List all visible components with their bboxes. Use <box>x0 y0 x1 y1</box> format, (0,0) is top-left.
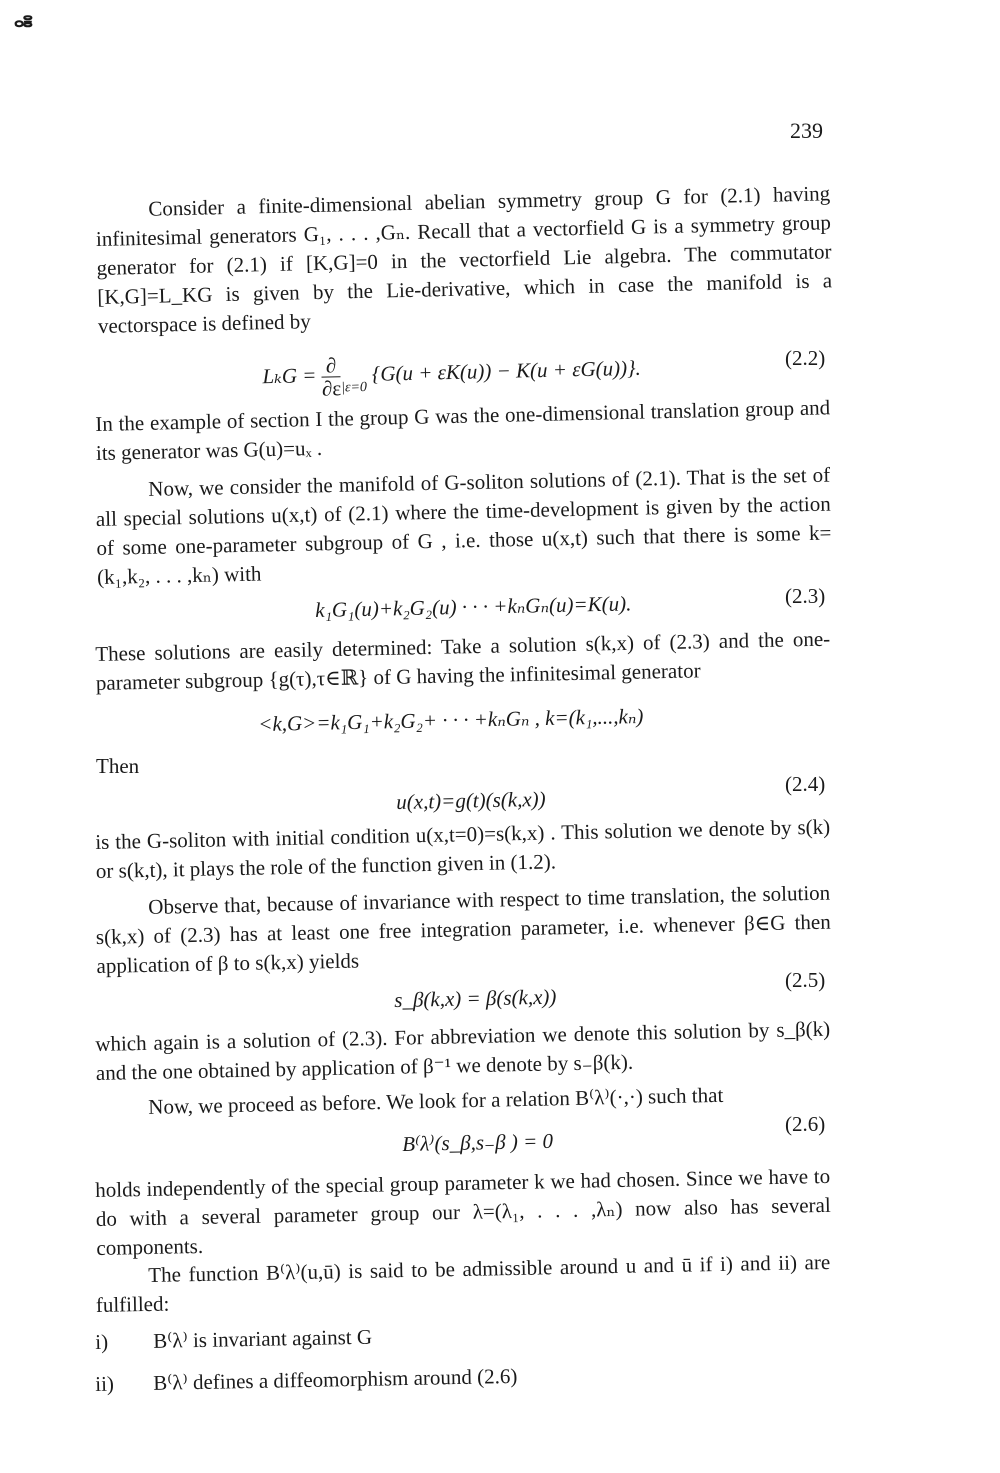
paragraph-10-text: The function B⁽λ⁾(u,ū) is said to be admissible around u and ū if i) and ii) are fulfilled: <box>95 1249 831 1317</box>
paragraph-1-text: Consider a finite-dimensional abelian symmetry group G for (2.1) having infinitesimal generators G₁, . . . ,Gₙ. Recall that a vectorfield G is a symmetry group generator for (2.1) if [K,G]=0 in the vectorfield Lie algebra. The commutator [K,G]=L_KG is given by the Lie-derivative, which in case the manifold is a vectorspace is defined by <box>95 181 833 338</box>
paragraph-6 <box>95 879 832 981</box>
condition-item-2-text: B⁽λ⁾ defines a diffeomorphism around (2.6) <box>152 1363 518 1395</box>
equation-2-2 <box>262 347 641 401</box>
paragraph-8-text: Now, we proceed as before. We look for a relation B⁽λ⁾(·,·) such that <box>148 1082 724 1119</box>
condition-item-2-label: ii) <box>95 1371 115 1396</box>
paragraph-1 <box>95 179 833 341</box>
scan-corner-mark: ⴰⴻ <box>14 14 32 31</box>
paragraph-3-text: Now, we consider the manifold of G-soliton solutions of (2.1). That is the set of all special solutions u(x,t) of (2.1) where the time-development is given by the action of some one-parameter subgroup of G , i.e. those u(x,t) such that there is some k=(k₁,k₂, . . . ,kₙ) with <box>95 462 832 589</box>
paragraph-4-text: These solutions are easily determined: Take a solution s(k,x) of (2.3) and the one-parameter subgroup {g(τ),τ∈ℝ} of G having the infinitesimal generator <box>95 626 831 695</box>
eq22-evaluation: |ε=0 <box>340 379 368 396</box>
eq22-lhs: LₖG = <box>262 363 317 389</box>
eq22-numerator: ∂ <box>321 354 341 377</box>
equation-2-6: B⁽λ⁾(s_β,s₋β ) = 0 <box>402 1128 554 1156</box>
equation-number-2-4: (2.4) <box>785 772 826 796</box>
equation-2-4: u(x,t)=g(t)(s(k,x)) <box>396 786 546 814</box>
condition-item-1 <box>95 1325 372 1355</box>
paragraph-2 <box>95 393 831 468</box>
eq22-rhs: {G(u + εK(u)) − K(u + εG(u))}. <box>371 355 641 386</box>
eq22-derivative <box>321 354 341 399</box>
equation-number-2-3: (2.3) <box>785 584 826 608</box>
eq22-denominator: ∂ε <box>321 376 342 401</box>
paragraph-4 <box>95 625 831 698</box>
then-label: Then <box>96 754 140 778</box>
paragraph-9-text: holds independently of the special group parameter k we had chosen. Since we have to do with a several parameter group our λ=(λ₁, . . . ,λₙ) now also has several components. <box>95 1163 831 1260</box>
page-number: 239 <box>790 118 823 143</box>
equation-number-2-5: (2.5) <box>785 968 826 992</box>
paragraph-5-text: is the G-soliton with initial condition u(x,t=0)=s(k,x) . This solution we denote by s(k) or s(k,t), it plays the role of the function given in (1.2). <box>95 814 831 883</box>
equation-2-3: k₁G₁(u)+k₂G₂(u) · · · +kₙGₙ(u)=K(u). <box>315 591 632 622</box>
condition-item-1-label: i) <box>95 1329 109 1354</box>
equation-number-2-6: (2.6) <box>785 1112 826 1136</box>
equation-2-5: s_β(k,x) = β(s(k,x)) <box>394 984 557 1012</box>
equation-number-2-2: (2.2) <box>785 346 826 370</box>
paragraph-3 <box>95 461 832 592</box>
paragraph-2-text: In the example of section I the group G was the one-dimensional translation group and its generator was G(u)=uₓ . <box>95 395 831 465</box>
paragraph-7 <box>95 1015 831 1088</box>
paragraph-7-text: which again is a solution of (2.3). For abbreviation we denote this solution by s_β(k) and the one obtained by application of β⁻¹ we denote by s₋β(k). <box>95 1016 831 1085</box>
condition-item-1-text: B⁽λ⁾ is invariant against G <box>152 1324 373 1353</box>
paragraph-9 <box>95 1162 832 1263</box>
equation-generator: <k,G>=k₁G₁+k₂G₂+ · · · +kₙGₙ , k=(k₁,...,kₙ) <box>258 703 644 736</box>
paragraph-5 <box>95 813 831 886</box>
paragraph-6-text: Observe that, because of invariance with respect to time translation, the solution s(k,x) of (2.3) has at least one free integration parameter, i.e. whenever β∈G then application of β to s(k,x) yields <box>95 880 831 978</box>
condition-item-2 <box>95 1364 518 1397</box>
